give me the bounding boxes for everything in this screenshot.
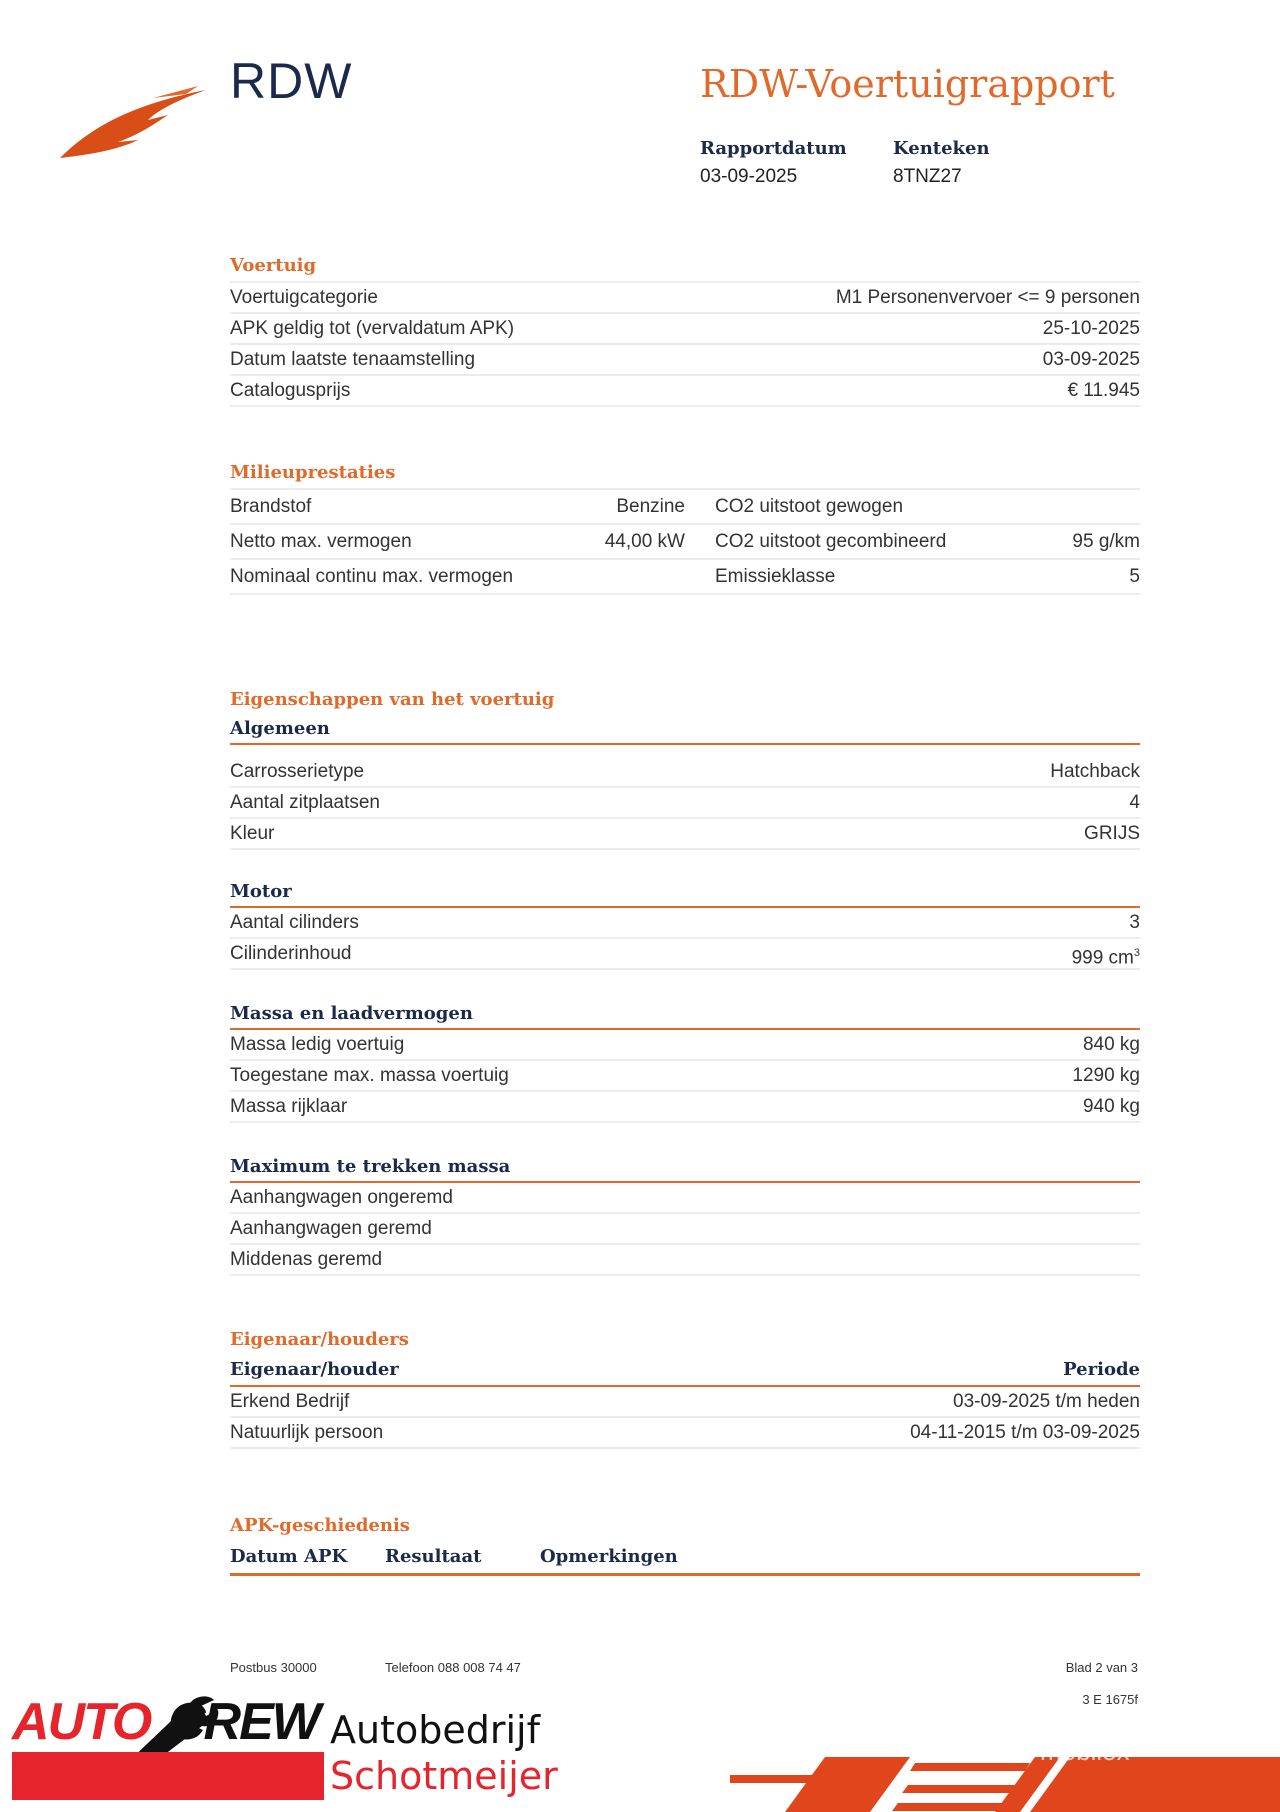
rdw-logo-text: RDW [230, 53, 353, 109]
row-value: 25-10-2025 [1042, 318, 1140, 339]
row-value: 5 [1129, 566, 1140, 587]
plate-label: Kenteken [893, 138, 990, 159]
table-row [230, 281, 1140, 314]
section-title: Voertuig [230, 255, 317, 276]
section-apk [230, 1511, 1140, 1576]
watermark-text: mobilox [1040, 1736, 1130, 1766]
section-title: Milieuprestaties [230, 462, 396, 483]
table-row [230, 525, 1140, 560]
row-value [580, 560, 685, 593]
table-row [230, 1214, 1140, 1245]
table-row [230, 1061, 1140, 1092]
row-label: Brandstof [230, 496, 312, 517]
row-value: 940 kg [1082, 1096, 1140, 1117]
report-title: RDW-Voertuigrapport [700, 62, 1115, 106]
table-row [230, 1183, 1140, 1214]
row-label: Erkend Bedrijf [230, 1391, 350, 1412]
dealer-line1: Autobedrijf [330, 1708, 540, 1752]
row-value: GRIJS [1084, 823, 1140, 844]
table-row [230, 345, 1140, 376]
row-value: 95 g/km [1072, 531, 1140, 552]
table-row [230, 1092, 1140, 1123]
section-title: APK-geschiedenis [230, 1515, 410, 1536]
column-header: Eigenaar/houder [230, 1359, 399, 1380]
row-value: Hatchback [1050, 761, 1140, 782]
column-header: Periode [1063, 1359, 1140, 1380]
section-voertuig [230, 251, 1140, 407]
table-row [230, 1387, 1140, 1418]
report-date-label: Rapportdatum [700, 138, 847, 159]
subsection-title-motor: Motor [230, 878, 1140, 908]
row-label: Netto max. vermogen [230, 531, 412, 552]
row-value [1015, 490, 1140, 523]
table-row [230, 488, 1140, 525]
table-row [230, 788, 1140, 819]
subsection-title-massa: Massa en laadvermogen [230, 1000, 1140, 1030]
table-row [230, 1030, 1140, 1061]
row-label: Toegestane max. massa voertuig [230, 1065, 509, 1086]
table-row [230, 560, 1140, 595]
row-label: CO2 uitstoot gecombineerd [715, 531, 947, 552]
report-date: 03-09-2025 [700, 166, 798, 187]
row-value [1072, 939, 1140, 968]
section-title: Eigenschappen van het voertuig [230, 689, 555, 710]
footer-postbus: Postbus 30000 [230, 1660, 317, 1675]
row-label: CO2 uitstoot gewogen [715, 496, 904, 517]
unit-superscript: 3 [1133, 947, 1140, 959]
decorative-stripes [730, 1745, 1280, 1812]
row-value: 04-11-2015 t/m 03-09-2025 [910, 1422, 1140, 1443]
row-label: Middenas geremd [230, 1249, 383, 1270]
table-header [230, 1541, 1140, 1576]
row-label: Massa ledig voertuig [230, 1034, 405, 1055]
row-label: Aanhangwagen geremd [230, 1218, 432, 1239]
row-value: 4 [1129, 792, 1140, 813]
row-label: Massa rijklaar [230, 1096, 348, 1117]
table-row [230, 819, 1140, 850]
row-value: 3 [1129, 912, 1140, 933]
dealer-line2: Schotmeijer [330, 1754, 558, 1798]
row-value: 03-09-2025 t/m heden [953, 1391, 1140, 1412]
row-value: Benzine [616, 496, 685, 517]
row-label: Nominaal continu max. vermogen [230, 566, 514, 587]
row-value: 1290 kg [1072, 1065, 1140, 1086]
table-row [230, 939, 1140, 970]
section-eigenschappen [230, 685, 1140, 1276]
footer-code: 3 E 1675f [1082, 1692, 1138, 1707]
section-milieuprestaties [230, 458, 1140, 595]
row-value: M1 Personenvervoer <= 9 personen [835, 287, 1140, 308]
section-eigenaar [230, 1325, 1140, 1449]
row-label: Voertuigcategorie [230, 287, 378, 308]
footer-page: Blad 2 van 3 [1065, 1660, 1138, 1675]
dealer-brand-auto: AUTO [12, 1693, 151, 1751]
footer-telefoon: Telefoon 088 008 74 47 [385, 1660, 521, 1675]
row-label: Cilinderinhoud [230, 943, 352, 964]
subsection-title-trekken: Maximum te trekken massa [230, 1153, 1140, 1183]
row-label: Aantal cilinders [230, 912, 359, 933]
row-label: Catalogusprijs [230, 380, 351, 401]
section-title: Eigenaar/houders [230, 1329, 409, 1350]
subsection-title-algemeen: Algemeen [230, 715, 1140, 745]
row-value: € 11.945 [1067, 380, 1140, 401]
row-label: Carrosserietype [230, 761, 365, 782]
row-label: Aantal zitplaatsen [230, 792, 380, 813]
row-label: Datum laatste tenaamstelling [230, 349, 476, 370]
table-header [230, 1355, 1140, 1387]
plate-value: 8TNZ27 [893, 166, 962, 187]
row-label: Natuurlijk persoon [230, 1422, 384, 1443]
row-value: 03-09-2025 [1042, 349, 1140, 370]
dealer-red-bar [12, 1752, 324, 1800]
row-label: APK geldig tot (vervaldatum APK) [230, 318, 515, 339]
row-value: 44,00 kW [604, 531, 685, 552]
table-row [230, 908, 1140, 939]
column-header: Resultaat [385, 1546, 482, 1567]
table-row [230, 1245, 1140, 1276]
row-label: Emissieklasse [715, 566, 836, 587]
table-row [230, 1418, 1140, 1449]
cilinderinhoud-value: 999 cm [1071, 947, 1134, 969]
row-label: Kleur [230, 823, 275, 844]
column-header: Datum APK [230, 1546, 348, 1567]
column-header: Opmerkingen [540, 1546, 678, 1567]
rdw-wing-logo [58, 80, 208, 160]
row-value: 840 kg [1082, 1034, 1140, 1055]
table-row [230, 314, 1140, 345]
row-label: Aanhangwagen ongeremd [230, 1187, 453, 1208]
table-row [230, 757, 1140, 788]
dealer-brand-crew: CREW [168, 1693, 319, 1751]
table-row [230, 376, 1140, 407]
